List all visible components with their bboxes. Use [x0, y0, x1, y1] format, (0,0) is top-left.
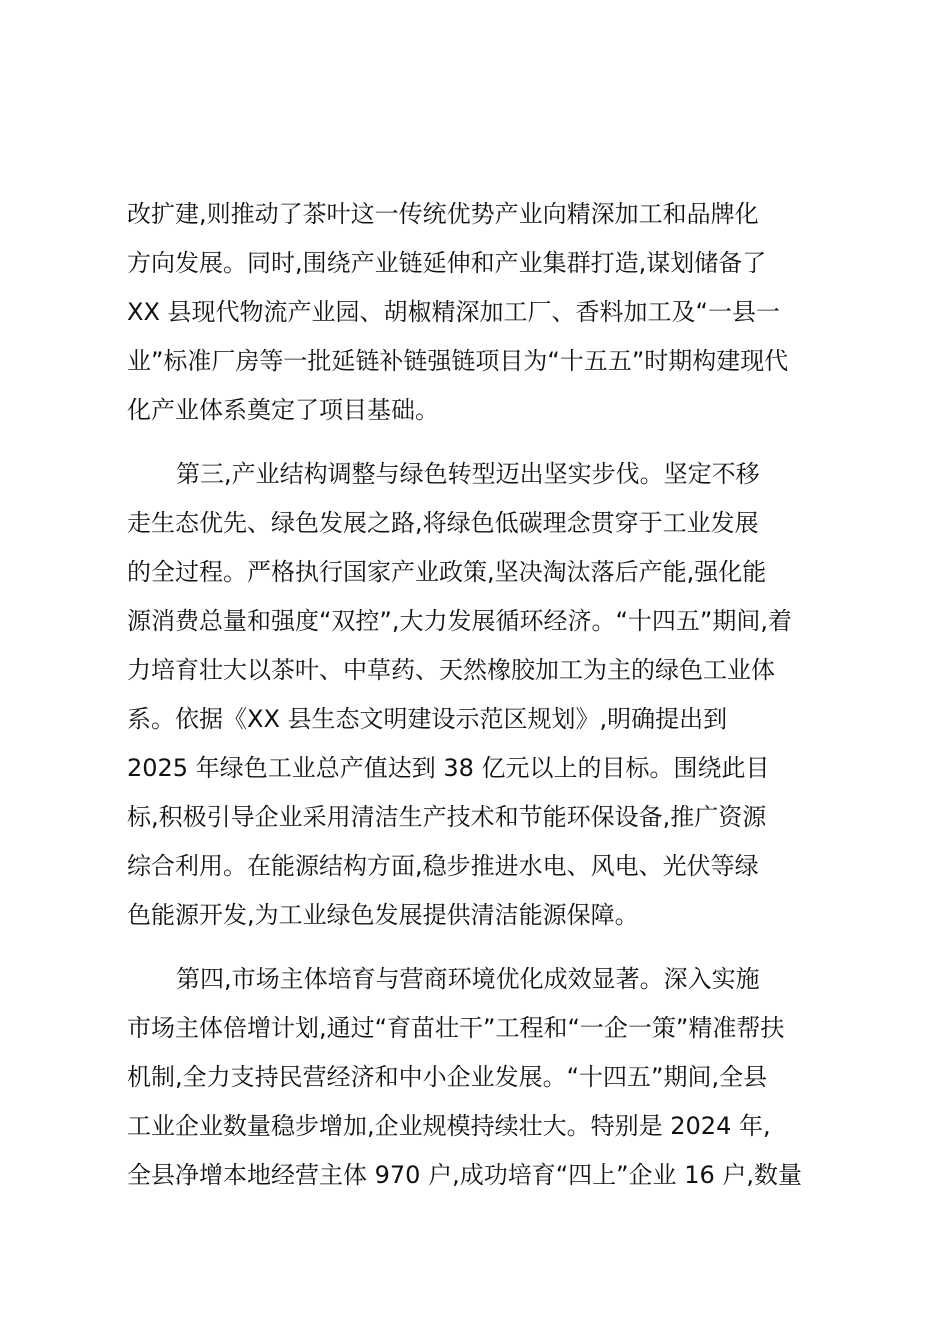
- paragraph-spacer: [127, 940, 827, 955]
- text-line: 机制,全力支持民营经济和中小企业发展。“十四五”期间,全县: [127, 1063, 768, 1091]
- text-line: 标,积极引导企业采用清洁生产技术和节能环保设备,推广资源: [127, 803, 767, 831]
- paragraph-continuation: [127, 190, 827, 435]
- text-line: 第三,产业结构调整与绿色转型迈出坚实步伐。坚定不移: [176, 460, 760, 488]
- paragraph-spacer: [127, 435, 827, 450]
- text-line: 化产业体系奠定了项目基础。: [127, 396, 439, 424]
- paragraph-fourth: [127, 955, 827, 1200]
- document-body: [127, 190, 827, 1200]
- text-line: XX 县现代物流产业园、胡椒精深加工厂、香料加工及“一县一: [127, 298, 780, 326]
- text-line: 全县净增本地经营主体 970 户,成功培育“四上”企业 16 户,数量: [127, 1161, 802, 1189]
- text-line: 方向发展。同时,围绕产业链延伸和产业集群打造,谋划储备了: [127, 249, 767, 277]
- text-line: 工业企业数量稳步增加,企业规模持续壮大。特别是 2024 年,: [127, 1112, 771, 1140]
- text-line: 业”标准厂房等一批延链补链强链项目为“十五五”时期构建现代: [127, 347, 789, 375]
- text-line: 改扩建,则推动了茶叶这一传统优势产业向精深加工和品牌化: [127, 200, 759, 228]
- text-line: 系。依据《XX 县生态文明建设示范区规划》,明确提出到: [127, 705, 728, 733]
- text-line: 色能源开发,为工业绿色发展提供清洁能源保障。: [127, 901, 639, 929]
- text-line: 的全过程。严格执行国家产业政策,坚决淘汰落后产能,强化能: [127, 558, 767, 586]
- text-line: 走生态优先、绿色发展之路,将绿色低碳理念贯穿于工业发展: [127, 509, 759, 537]
- text-line: 第四,市场主体培育与营商环境优化成效显著。深入实施: [176, 965, 760, 993]
- text-line: 源消费总量和强度“双控”,大力发展循环经济。“十四五”期间,着: [127, 607, 792, 635]
- paragraph-third: [127, 450, 827, 940]
- text-line: 综合利用。在能源结构方面,稳步推进水电、风电、光伏等绿: [127, 852, 759, 880]
- text-line: 力培育壮大以茶叶、中草药、天然橡胶加工为主的绿色工业体: [127, 656, 775, 684]
- text-line: 2025 年绿色工业总产值达到 38 亿元以上的目标。围绕此目: [127, 754, 770, 782]
- text-line: 市场主体倍增计划,通过“育苗壮干”工程和“一企一策”精准帮扶: [127, 1014, 785, 1042]
